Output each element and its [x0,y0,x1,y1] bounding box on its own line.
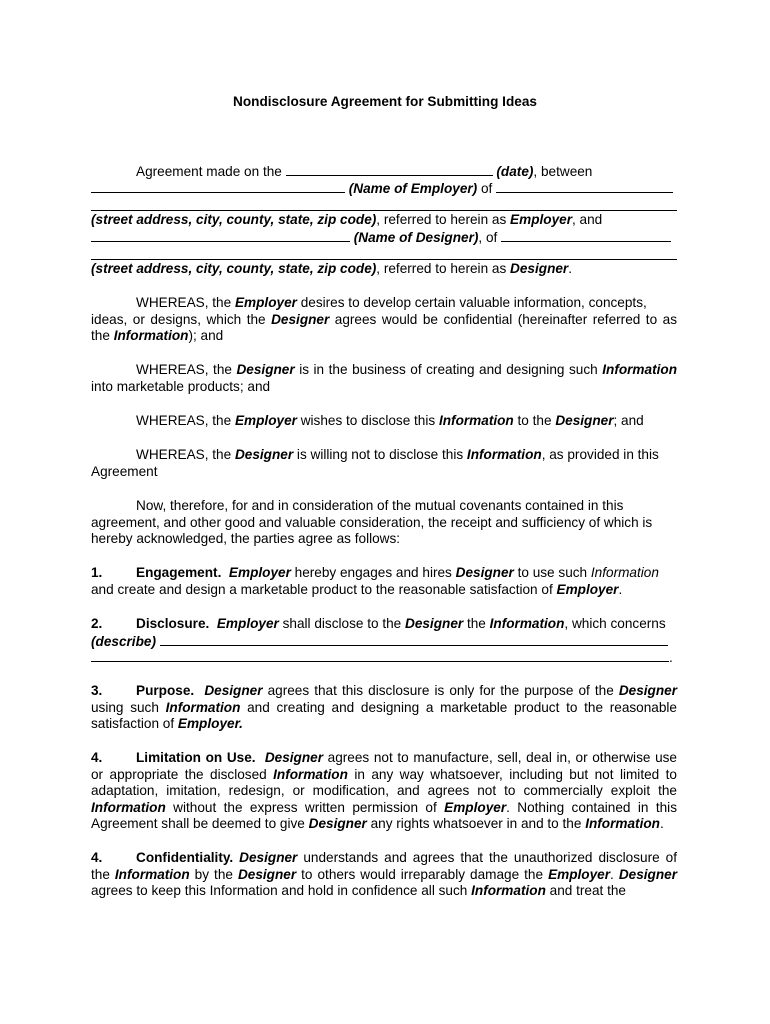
section-confidentiality [91,850,677,900]
text-preamble-l5_addr: (street address, city, county, state, zip code) [91,261,377,276]
whereas-4 [91,447,677,480]
text-s3-e: Information [165,699,241,715]
section-disclosure [91,616,677,666]
section-limitation-on-use [91,750,677,833]
text-now-l2: agreement, and other good and valuable consideration, the receipt and sufficiency of which is [91,514,653,530]
text-s5-k: agrees to keep this Information and hold in confidence all such [91,883,472,899]
text-s1-a: Employer [228,565,291,580]
text-preamble-l3_end: , and [572,212,603,227]
text-s1-f: and create and design a marketable product to the reasonable satisfaction of [91,581,557,597]
text-whereas3-g: ; and [613,413,644,428]
text-whereas1-d: ideas, or designs, which the [91,311,272,327]
preamble [91,163,677,196]
text-whereas3-e: to the [513,413,556,428]
describe-blank[interactable] [160,633,668,646]
text-s1-h: . [618,581,623,597]
text-s3-c: Designer [618,683,677,698]
text-preamble-l3_addr: (street address, city, county, state, zip code) [91,212,377,227]
whereas-3 [91,413,677,430]
text-preamble-l3_mid: , referred to herein as [376,212,511,227]
text-s4-f: adaptation, imitation, redesign, or modification, and agrees not to commercially exploit the [91,783,677,799]
text-s1-c: Designer [455,565,514,580]
text-s2-h: . [669,650,673,666]
whereas-1 [91,295,677,345]
text-whereas3-b: Employer [234,413,297,428]
employer-address-blank[interactable] [496,180,673,193]
text-s4-o: . [659,816,664,832]
text-preamble-l1_date: (date) [496,164,534,179]
text-whereas1-a: WHEREAS, the [136,295,235,310]
text-s2-e: Information [489,616,565,631]
text-s2-num: 2. [91,616,103,631]
text-whereas4-d: Information [466,447,542,462]
text-s5-c: the [91,866,115,882]
date-blank[interactable] [286,163,493,176]
text-whereas1-b: Employer [234,295,297,310]
text-s2-c: Designer [405,616,464,631]
text-s1-head: Engagement. [136,565,222,580]
section-purpose [91,683,677,733]
text-s4-n: Information [585,816,660,832]
text-whereas2-d: Information [602,362,677,377]
text-s2-a: Employer [216,616,279,631]
text-whereas1-g: the [91,328,114,344]
employer-address-line[interactable] [91,210,677,211]
text-s4-num: 4. [91,750,103,765]
text-s4-c: or appropriate the disclosed [91,766,274,782]
text-s5-i: . [610,866,619,882]
text-s5-a: Designer [239,850,298,865]
text-s2-g: (describe) [91,633,156,649]
text-whereas2-c: is in the business of creating and designing such [294,362,603,377]
text-s5-e: by the [189,866,238,882]
text-whereas3-c: wishes to disclose this [296,413,439,428]
text-s5-d: Information [114,866,190,882]
text-s4-h: without the express written permission of [165,799,445,815]
text-whereas2-b: Designer [236,362,295,377]
text-whereas2-e: into marketable products; and [91,378,271,394]
text-preamble-l4_name: (Name of Designer) [353,229,479,245]
text-whereas1-c: desires to develop certain valuable information, concepts, [296,295,647,310]
text-s3-num: 3. [91,683,103,698]
text-whereas4-a: WHEREAS, the [136,447,235,462]
text-s4-head: Limitation on Use. [136,750,256,765]
text-s4-d: Information [273,766,348,782]
text-s5-b: understands and agrees that the unauthorized disclosure of [297,850,677,865]
text-preamble-l3_role: Employer [510,212,572,227]
text-s4-g: Information [91,799,166,815]
text-preamble-l2_name: (Name of Employer) [348,180,478,196]
text-preamble-l5_end: . [568,261,572,276]
text-whereas3-d: Information [438,413,514,428]
text-s5-num: 4. [91,850,103,865]
designer-name-blank[interactable] [91,229,350,242]
text-whereas2-a: WHEREAS, the [136,362,237,377]
text-s1-b: hereby engages and hires [290,565,456,580]
text-s4-b: agrees not to manufacture, sell, deal in, or otherwise use [323,750,677,765]
text-whereas4-e: , as provided in this [541,447,659,462]
text-s3-a: Designer [204,683,263,698]
text-s1-e: Information [590,565,659,580]
text-preamble-l5_mid: , referred to herein as [376,261,511,276]
text-s4-e: in any way whatsoever, including but not limited to [347,766,677,782]
preamble-cont [91,212,677,245]
text-s1-g: Employer [556,581,619,597]
text-s4-a: Designer [264,750,324,765]
text-s3-f: and creating and designing a marketable product to the reasonable [240,699,677,715]
text-preamble-l1_b: , between [533,164,593,179]
text-whereas4-b: Designer [234,447,294,462]
text-now-l1: Now, therefore, for and in consideration of the mutual covenants contained in this [136,498,624,513]
designer-address-line[interactable] [91,259,677,260]
text-s3-h: Employer. [177,716,243,732]
text-s5-j: Designer [618,866,677,882]
text-whereas3-f: Designer [555,413,614,428]
text-preamble-l5_role: Designer [510,261,569,276]
text-s3-head: Purpose. [136,683,195,698]
text-s4-i: Employer [444,799,507,815]
text-whereas4-f: Agreement [91,463,158,479]
text-s3-d: using such [91,699,166,715]
document-title: Nondisclosure Agreement for Submitting Ideas [233,94,537,109]
employer-name-blank[interactable] [91,180,345,193]
text-now-l3: hereby acknowledged, the parties agree as follows: [91,531,401,547]
text-s5-h: Employer [548,866,611,882]
text-s5-head: Confidentiality. [136,850,234,865]
text-s3-g: satisfaction of [91,716,178,732]
text-s5-m: and treat the [545,883,626,899]
text-whereas3-a: WHEREAS, the [136,413,235,428]
text-s2-d: the [463,616,490,631]
text-s5-f: Designer [237,866,297,882]
text-s4-k: Agreement shall be deemed to give [91,816,309,832]
text-s4-m: any rights whatsoever in and to the [366,816,586,832]
text-s4-j: . Nothing contained in this [506,799,677,815]
text-preamble-l4_of: , of [478,229,502,245]
text-s1-d: to use such [513,565,591,580]
text-s5-l: Information [471,883,546,899]
text-whereas1-e: Designer [271,311,330,327]
text-preamble-l1_a: Agreement made on the [136,164,286,179]
text-s2-head: Disclosure. [136,616,210,631]
text-whereas1-h: Information [113,328,189,344]
describe-blank-2[interactable] [91,649,669,662]
text-whereas4-c: is willing not to disclose this [293,447,467,462]
section-engagement [91,565,677,598]
text-s1-num: 1. [91,565,103,580]
whereas-2 [91,362,677,395]
text-s3-b: agrees that this disclosure is only for the purpose of the [262,683,619,698]
text-preamble-l2_of: of [477,180,497,196]
text-s2-b: shall disclose to the [278,616,405,631]
text-whereas1-i: ); and [188,328,224,344]
designer-address-blank[interactable] [501,229,671,242]
text-s2-f: , which concerns [564,616,666,631]
text-s4-l: Designer [308,816,367,832]
text-whereas1-f: agrees would be confidential (hereinafter referred to as [329,311,677,327]
now-therefore [91,498,677,548]
text-s5-g: to others would irreparably damage the [296,866,549,882]
